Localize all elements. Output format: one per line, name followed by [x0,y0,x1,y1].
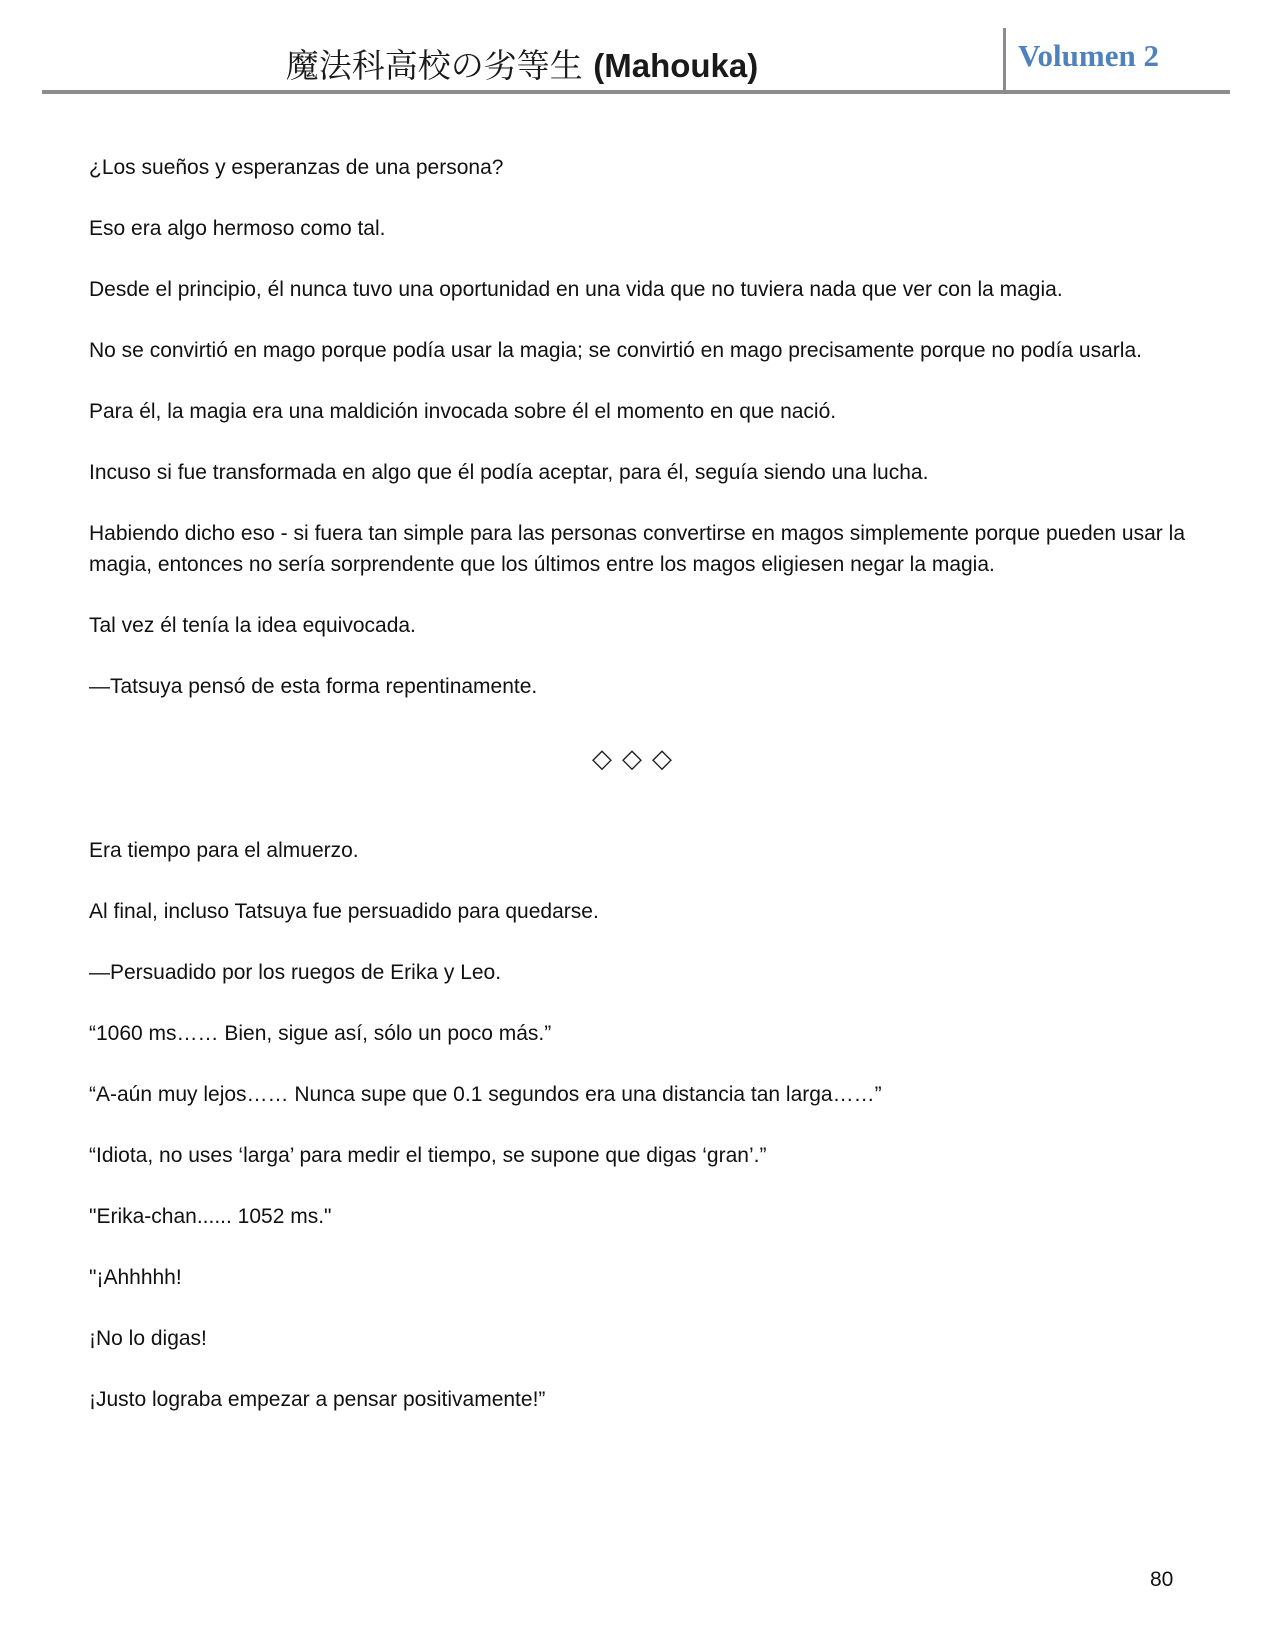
paragraph: Eso era algo hermoso como tal. [89,217,386,240]
paragraph: “A-aún muy lejos…… Nunca supe que 0.1 segundos era una distancia tan larga……” [89,1083,882,1106]
paragraph: “Idiota, no uses ‘larga’ para medir el tiempo, se supone que digas ‘gran’.” [89,1144,767,1167]
paragraph: Era tiempo para el almuerzo. [89,839,359,862]
page-number: 80 [1150,1568,1174,1591]
scene-break-diamonds: ◇◇◇ [592,744,682,774]
paragraph: "¡Ahhhhh! [89,1266,182,1289]
paragraph: “1060 ms…… Bien, sigue así, sólo un poco más.” [89,1022,552,1045]
paragraph: Desde el principio, él nunca tuvo una oportunidad en una vida que no tuviera nada que ver con la magia. [89,278,1063,301]
paragraph: ¿Los sueños y esperanzas de una persona? [89,156,504,179]
page-header [42,26,1230,94]
header-title-japanese: 魔法科高校の劣等生 [285,46,583,85]
paragraph: Al final, incluso Tatsuya fue persuadido para quedarse. [89,900,599,923]
header-title [42,40,1002,87]
paragraph: Tal vez él tenía la idea equivocada. [89,614,416,637]
paragraph: Incuso si fue transformada en algo que él podía aceptar, para él, seguía siendo una lucha. [89,461,929,484]
header-divider [1003,28,1006,90]
paragraph: —Tatsuya pensó de esta forma repentinamente. [89,675,538,698]
paragraph: ¡No lo digas! [89,1327,207,1350]
paragraph: —Persuadido por los ruegos de Erika y Leo. [89,961,502,984]
volume-label: Volumen 2 [1018,38,1159,73]
paragraph: Para él, la magia era una maldición invocada sobre él el momento en que nació. [89,400,837,423]
paragraph: No se convirtió en mago porque podía usar la magia; se convirtió en mago precisamente porque no podía usarla. [89,339,1142,362]
header-rule [42,90,1230,94]
header-title-latin: (Mahouka) [593,47,759,84]
paragraph: "Erika-chan...... 1052 ms." [89,1205,332,1228]
page-body [89,152,1185,1445]
paragraph: ¡Justo lograba empezar a pensar positivamente!” [89,1388,546,1411]
paragraph: Habiendo dicho eso - si fuera tan simple para las personas convertirse en magos simplemente porque pueden usar la magia, entonces no sería sorprendente que los últimos entre los magos eligiesen negar la magia. [89,522,1185,576]
